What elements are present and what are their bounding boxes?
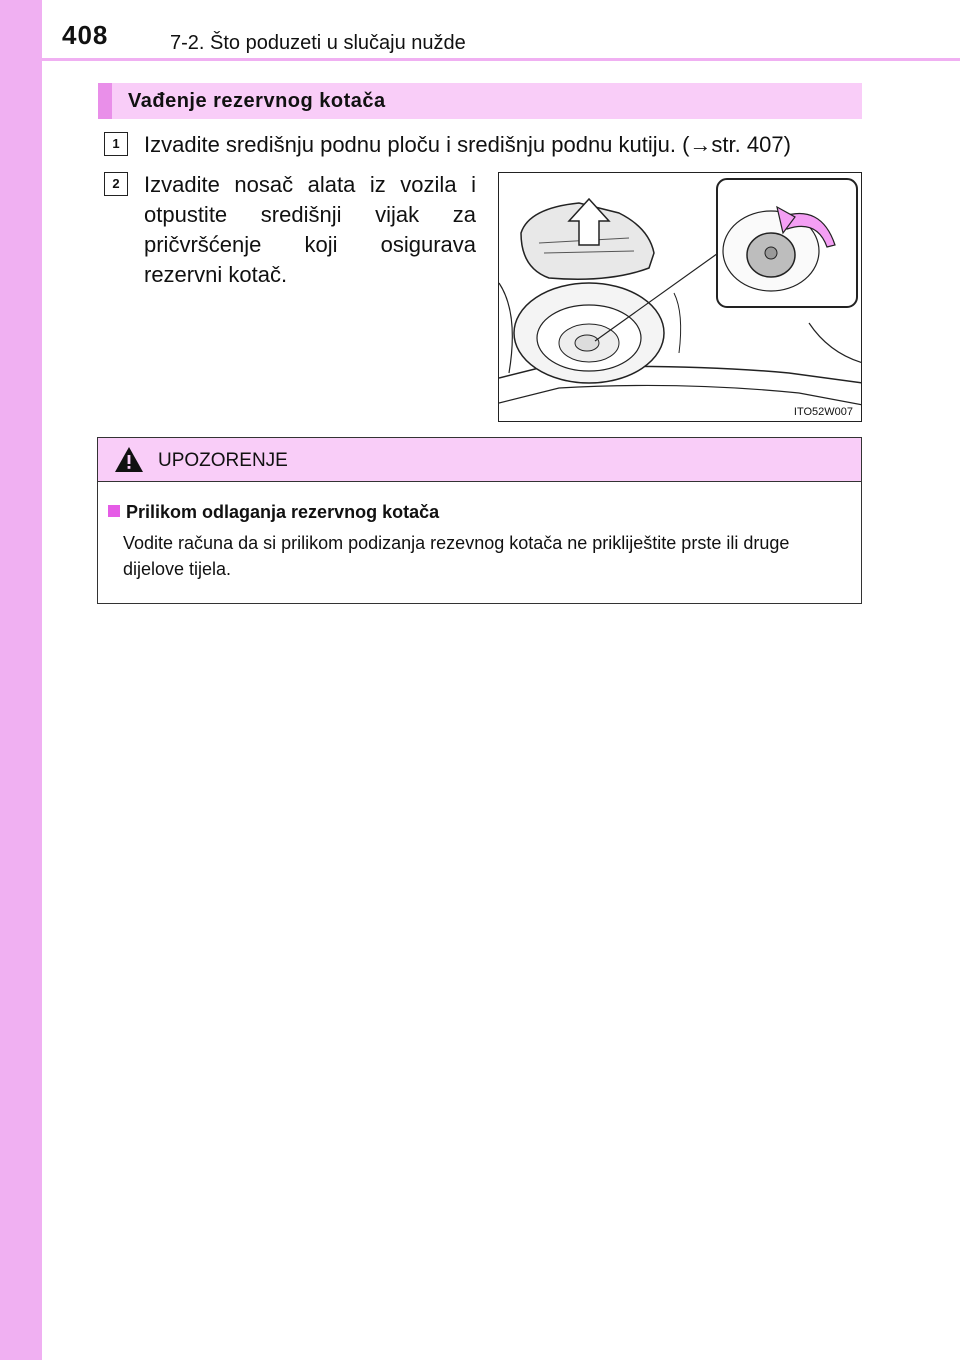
side-color-bar [0, 0, 42, 1360]
figure-code: ITO52W007 [793, 406, 853, 418]
page-number: 408 [62, 20, 109, 50]
header-rule [42, 58, 960, 61]
chapter-title: 7-2. Što poduzeti u slučaju nužde [170, 32, 466, 54]
warning-label: UPOZORENJE [158, 450, 288, 471]
section-heading [98, 83, 862, 119]
spare-wheel-illustration [498, 172, 862, 422]
warning-triangle-icon [114, 446, 144, 473]
step-text-2: Izvadite nosač alata iz vozila i otpustite središnji vijak za pričvršćenje koji osigurava rezervni kotač. [144, 172, 476, 287]
warning-box [97, 437, 862, 604]
trunk-drawing [499, 173, 862, 422]
warning-subheading-text: Prilikom odlaganja rezervnog kotača [126, 502, 440, 522]
step-number-2: 2 [104, 172, 128, 196]
step-text-1: Izvadite središnju podnu ploču i središnju podnu kutiju. (→str. 407) [144, 132, 791, 157]
section-heading-text: Vađenje rezervnog kotača [128, 90, 386, 112]
warning-header [98, 438, 861, 482]
warning-subheading [108, 502, 439, 523]
warning-body: Vodite računa da si prilikom podizanja rezevnog kotača ne prikliještite prste ili druge dijelove tijela. [123, 533, 790, 579]
step-number-1: 1 [104, 132, 128, 156]
bullet-square-icon [108, 505, 120, 517]
